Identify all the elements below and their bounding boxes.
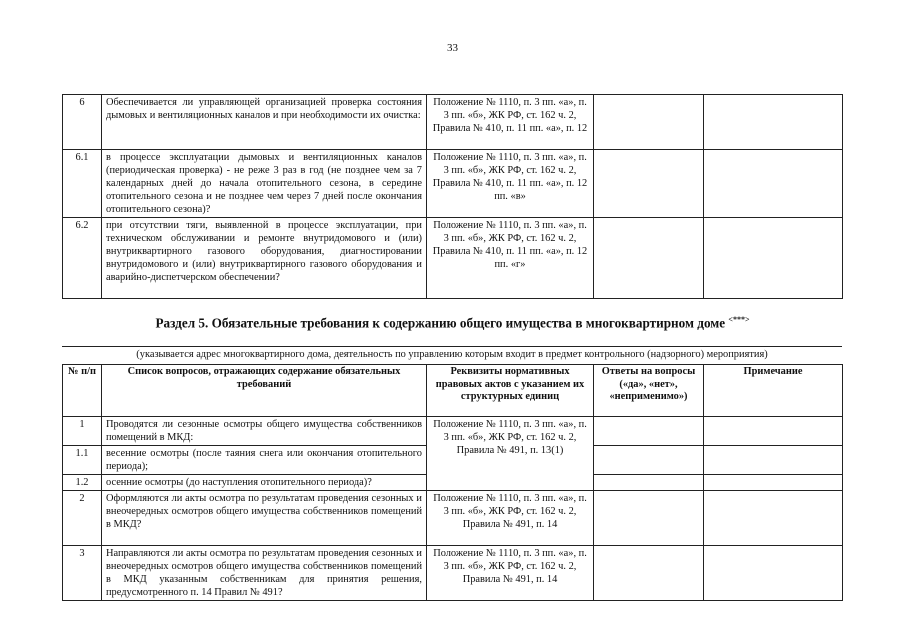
header-question: Список вопросов, отражающих содержание обязательных требований xyxy=(102,365,427,417)
requisites-text: Положение № 1110, п. 3 пп. «а», п. 3 пп. «б», ЖК РФ, ст. 162 ч. 2, Правила № 491, п. 14 xyxy=(427,546,594,601)
note-cell[interactable] xyxy=(704,546,843,601)
answer-cell[interactable] xyxy=(594,491,704,546)
question-text: Обеспечивается ли управляющей организацией проверка состояния дымовых и вентиляционных каналов и при необходимости их очистка: xyxy=(102,95,427,150)
note-cell[interactable] xyxy=(704,218,843,299)
row-number: 1 xyxy=(63,417,102,446)
section-title-text: Раздел 5. Обязательные требования к содержанию общего имущества в многоквартирном доме xyxy=(155,315,726,331)
answer-cell[interactable] xyxy=(594,475,704,491)
header-requisites: Реквизиты нормативных правовых актов с указанием их структурных единиц xyxy=(427,365,594,417)
question-text: Проводятся ли сезонные осмотры общего имущества собственников помещений в МКД: xyxy=(102,417,427,446)
page-number: 33 xyxy=(447,42,458,54)
table-row xyxy=(63,95,843,150)
row-number: 2 xyxy=(63,491,102,546)
row-number: 3 xyxy=(63,546,102,601)
address-underline xyxy=(62,346,842,347)
header-num: № п/п xyxy=(63,365,102,417)
section-footnote-mark: <***> xyxy=(728,315,750,324)
note-cell[interactable] xyxy=(704,417,843,446)
question-text: Оформляются ли акты осмотра по результатам проведения сезонных и внеочередных осмотров общего имущества собственников помещений в МКД? xyxy=(102,491,427,546)
table-row xyxy=(63,218,843,299)
answer-cell[interactable] xyxy=(594,417,704,446)
question-text: осенние осмотры (до наступления отопительного периода)? xyxy=(102,475,427,491)
note-cell[interactable] xyxy=(704,475,843,491)
note-cell[interactable] xyxy=(704,491,843,546)
row-number: 6.2 xyxy=(63,218,102,299)
requisites-text: Положение № 1110, п. 3 пп. «а», п. 3 пп. «б», ЖК РФ, ст. 162 ч. 2, Правила № 410, п. 11 пп. «а», п. 12 пп. «г» xyxy=(427,218,594,299)
row-number: 6.1 xyxy=(63,150,102,218)
question-text: в процессе эксплуатации дымовых и вентиляционных каналов (периодическая проверка) - не реже 3 раз в год (не позднее чем за 7 календарных дней до начала отопительного сезона, в середине отопительного сезона и не позднее чем через 7 дней после окончания отопительного сезона)? xyxy=(102,150,427,218)
checklist-table-continued xyxy=(62,94,843,299)
answer-cell[interactable] xyxy=(594,150,704,218)
answer-cell[interactable] xyxy=(594,446,704,475)
table-row xyxy=(63,150,843,218)
row-number: 1.2 xyxy=(63,475,102,491)
table-row xyxy=(63,546,843,601)
table-row xyxy=(63,417,843,446)
answer-cell[interactable] xyxy=(594,95,704,150)
table-header-row xyxy=(63,365,843,417)
row-number: 1.1 xyxy=(63,446,102,475)
requisites-text: Положение № 1110, п. 3 пп. «а», п. 3 пп. «б», ЖК РФ, ст. 162 ч. 2, Правила № 410, п. 11 пп. «а», п. 12 пп. «в» xyxy=(427,150,594,218)
note-cell[interactable] xyxy=(704,95,843,150)
header-answers: Ответы на вопросы («да», «нет», «неприменимо») xyxy=(594,365,704,417)
question-text: весенние осмотры (после таяния снега или окончания отопительного периода); xyxy=(102,446,427,475)
header-note: Примечание xyxy=(704,365,843,417)
checklist-table-section5 xyxy=(62,364,843,601)
table-row xyxy=(63,491,843,546)
address-caption: (указывается адрес многоквартирного дома, деятельность по управлению которым входит в предмет контрольного (надзорного) мероприятия) xyxy=(136,349,768,360)
note-cell[interactable] xyxy=(704,150,843,218)
question-text: при отсутствии тяги, выявленной в процессе эксплуатации, при техническом обслуживании и ремонте внутридомового и (или) внутриквартирного газового оборудования, диагностировании внутридомового и (или) внутриквартирного газового оборудования и аварийно-диспетчерском обеспечении? xyxy=(102,218,427,299)
answer-cell[interactable] xyxy=(594,218,704,299)
row-number: 6 xyxy=(63,95,102,150)
requisites-text: Положение № 1110, п. 3 пп. «а», п. 3 пп. «б», ЖК РФ, ст. 162 ч. 2, Правила № 410, п. 11 пп. «а», п. 12 xyxy=(427,95,594,150)
answer-cell[interactable] xyxy=(594,546,704,601)
section-title xyxy=(0,315,905,331)
note-cell[interactable] xyxy=(704,446,843,475)
requisites-text: Положение № 1110, п. 3 пп. «а», п. 3 пп. «б», ЖК РФ, ст. 162 ч. 2, Правила № 491, п. 13(1) xyxy=(427,417,594,491)
requisites-text: Положение № 1110, п. 3 пп. «а», п. 3 пп. «б», ЖК РФ, ст. 162 ч. 2, Правила № 491, п. 14 xyxy=(427,491,594,546)
question-text: Направляются ли акты осмотра по результатам проведения сезонных и внеочередных осмотров общего имущества собственников помещений в МКД указанным собственникам для принятия решения, предусмотренного п. 14 Правил № 491? xyxy=(102,546,427,601)
